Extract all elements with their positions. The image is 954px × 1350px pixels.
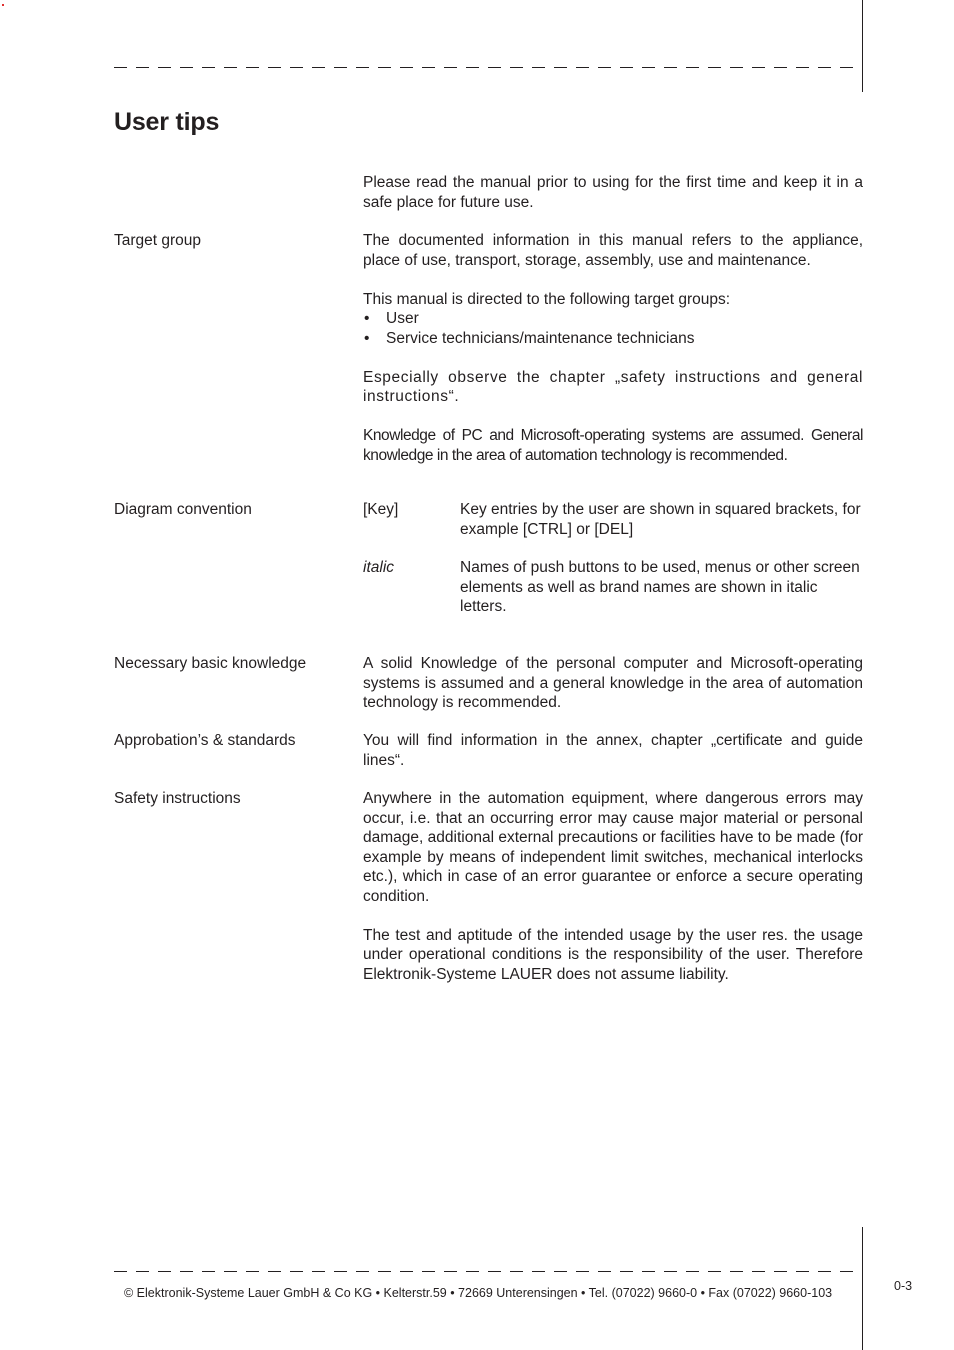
header-vertical-rule [862,0,863,92]
target-group-p3: Especially observe the chapter „safety instructions and general instructions“. [363,368,863,405]
footer-vertical-rule [862,1227,863,1350]
target-group-p1: The documented information in this manual refers to the appliance, place of use, transport, storage, assembly, use and maintenance. [363,232,863,269]
safety-label: Safety instructions [114,790,241,807]
target-group-label: Target group [114,232,202,249]
convention-desc-key: Key entries by the user are shown in squared brackets, for example [CTRL] or [DEL] [460,501,861,538]
page-title: User tips [114,108,220,136]
convention-term-italic: italic [363,559,395,576]
intro-paragraph [363,173,863,212]
footer-dashed-rule [114,1271,862,1272]
intro-text: Please read the manual prior to using for the first time and keep it in a safe place for future use. [363,174,863,211]
target-group-p2: This manual is directed to the following target groups: [363,290,731,308]
approbation-label: Approbation’s & standards [114,732,296,749]
footer-text: © Elektronik-Systeme Lauer GmbH & Co KG • Kelterstr.59 • 72669 Unterensingen • Tel. (07022) 9660-0 • Fax (07022) 9660-103 [124,1286,833,1300]
target-group-list [363,309,863,348]
page-number: 0-3 [894,1279,913,1293]
safety-p1: Anywhere in the automation equipment, where dangerous errors may occur, i.e. that an occurring error may cause major material or personal damage, additional external precautions or facilities have to be made (for example by means of independent limit switches, mechanical interlocks etc.), which in case of an error guarantee or enforce a secure operating condition. [363,790,863,905]
list-item: • User [363,309,863,329]
basic-knowledge-text: A solid Knowledge of the personal computer and Microsoft-operating systems is assumed and a general knowledge in the area of automation technology is recommended. [363,655,863,711]
header-dashed-rule [114,67,862,68]
approbation-body [363,731,863,770]
target-group-p4: Knowledge of PC and Microsoft-operating systems are assumed. General knowledge in the area of automation technology is recommended. [363,427,863,464]
safety-body [363,789,863,984]
diagram-convention-label: Diagram convention [114,501,252,518]
approbation-text: You will find information in the annex, chapter „certificate and guide lines“. [363,732,863,769]
corner-mark [2,4,4,6]
convention-term-key: [Key] [363,501,399,518]
target-group-body [363,231,863,465]
safety-p2: The test and aptitude of the intended usage by the user res. the usage under operational conditions is the responsibility of the user. Therefore Elektronik-Systeme LAUER does not assume liability. [363,926,863,983]
convention-desc-italic: Names of push buttons to be used, menus or other screen elements as well as brand names are shown in italic letters. [460,559,860,615]
list-item: • Service technicians/maintenance technicians [363,329,863,349]
basic-knowledge-label: Necessary basic knowledge [114,655,307,672]
basic-knowledge-body [363,654,863,713]
